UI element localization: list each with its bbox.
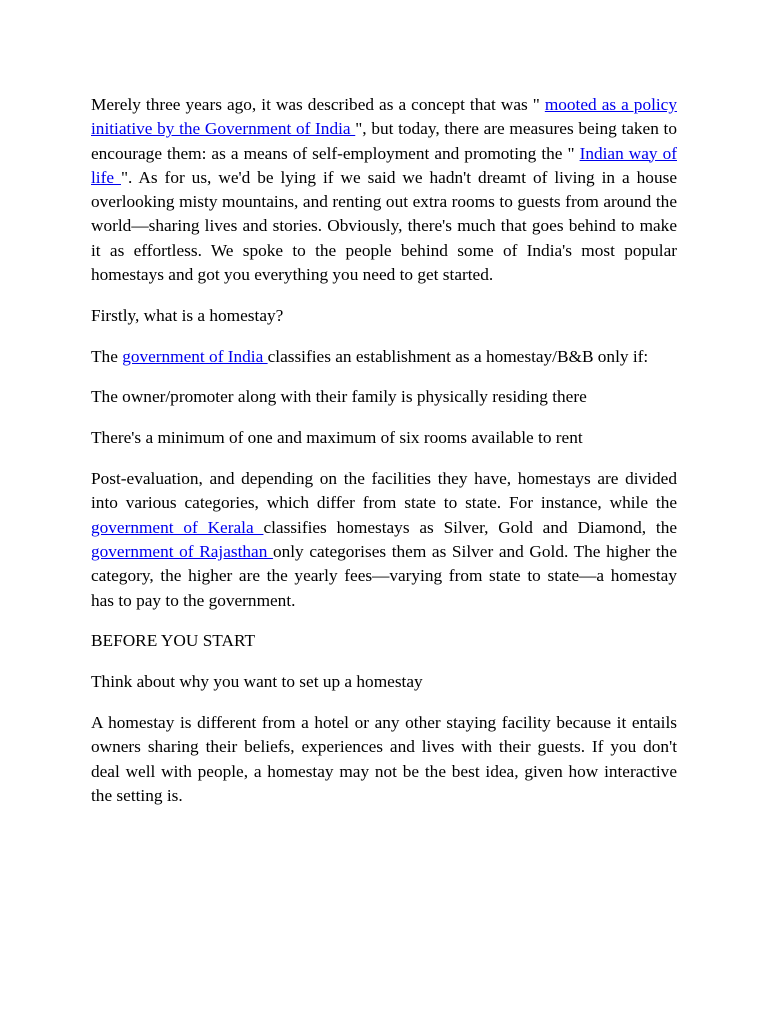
intro-text-3: ". As for us, we'd be lying if we said we hadn't dreamt of living in a house overlooking misty mountains, and renting out extra rooms to guests from around the world—sharing lives and stories. Obviously, there's much that goes behind to make it as effortless. We spoke to the people behind some of India's most popular homestays and got you everything you need to get started. [91, 167, 677, 285]
criterion-owner-residing: The owner/promoter along with their family is physically residing there [91, 387, 587, 407]
intro-paragraph [91, 93, 677, 287]
intro-text-1: Merely three years ago, it was described as a concept that was " [91, 95, 545, 114]
homestay-difference-paragraph: A homestay is different from a hotel or any other staying facility because it entails owners sharing their beliefs, experiences and lives with their guests. If you don't deal well with people, a homestay may not be the best idea, given how interactive the setting is. [91, 712, 677, 805]
post-eval-text-2: classifies homestays as Silver, Gold and Diamond, the [263, 517, 678, 537]
gov-text-1: The [91, 346, 123, 366]
question-heading: Firstly, what is a homestay? [91, 305, 284, 325]
intro-text-2: ", but today, there are measures being taken to encourage them: as a means of self-employment and promoting the " [91, 119, 677, 163]
section-heading-before-you-start: BEFORE YOU START [91, 631, 256, 651]
link-indian-way-of-life[interactable]: Indian way of life [91, 143, 678, 187]
post-evaluation-paragraph [91, 467, 677, 613]
link-government-of-kerala[interactable]: government of Kerala [91, 517, 264, 537]
subheading-why-homestay: Think about why you want to set up a homestay [91, 672, 423, 692]
link-government-of-rajasthan[interactable]: government of Rajasthan [91, 541, 273, 561]
gov-classification-paragraph [91, 345, 677, 369]
criterion-room-count: There's a minimum of one and maximum of six rooms available to rent [91, 428, 583, 448]
post-eval-text-3: only categorises them as Silver and Gold. The higher the category, the higher are the yearly fees—varying from state to state—a homestay has to pay to the government. [91, 541, 677, 610]
gov-text-2: classifies an establishment as a homestay/B&B only if: [267, 346, 649, 366]
document-page [91, 93, 677, 825]
link-government-of-india[interactable]: government of India [122, 346, 268, 366]
post-eval-text-1: Post-evaluation, and depending on the facilities they have, homestays are divided into various categories, which differ from state to state. For instance, while the [91, 469, 677, 513]
link-mooted-policy-initiative[interactable]: mooted as a policy initiative by the Government of India [91, 95, 677, 139]
